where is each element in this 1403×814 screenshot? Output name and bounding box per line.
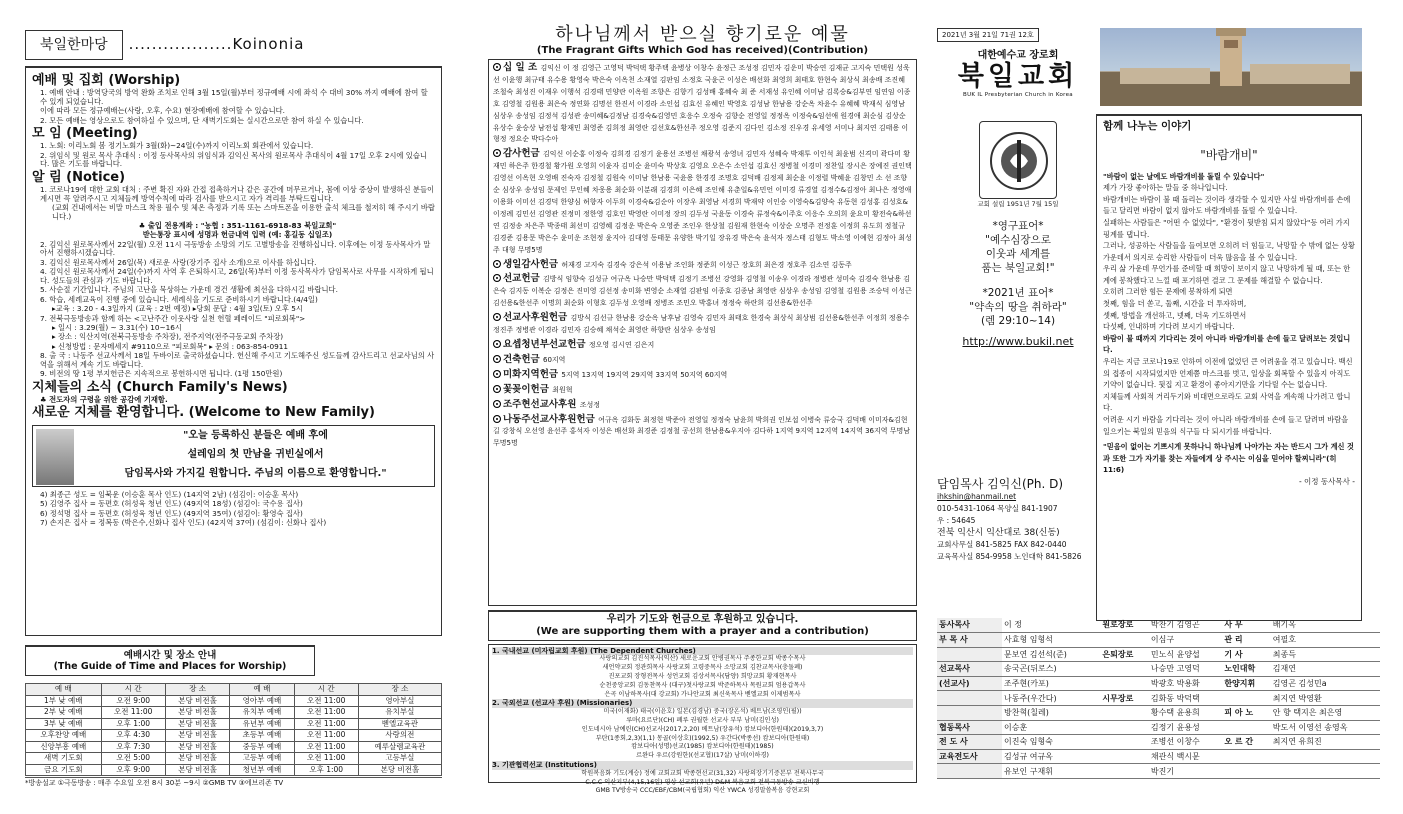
- church-logo-icon: [979, 121, 1057, 199]
- notice-item: 4. 김익신 원로목사께서 24일(수)까지 사역 후 은퇴하시고, 26일(목)부터 이정 동사목사가 담임목사로 사무를 시작하게 됩니다. 성도들의 관심과 기도 바랍니다.: [40, 267, 434, 285]
- staff-row: [937, 618, 1380, 633]
- meeting-heading: 모 임 (Meeting): [32, 126, 138, 142]
- staff-cell: [937, 764, 1002, 779]
- offering-label: 조주현선교사후원: [503, 398, 580, 410]
- staff-cell: [1100, 676, 1148, 691]
- notice-item: ▸ 신청방법 : 문자메세지 #9110으로 "피로회복" ▸ 문의 : 063-854-0911: [52, 341, 289, 351]
- story-paragraph: 셋째, 방법을 개선하고, 넷째, 더욱 기도하면서: [1103, 310, 1247, 320]
- story-paragraph: 우리는 지금 코로나19로 인하여 이전에 없었던 큰 어려움을 겪고 있습니다. 백신의 접종이 시작되었지만 언제쯤 마스크를 벗고, 일상을 회복할 수 있을지 아직도 기약이 없습니다. 뒷집 지고 환경이 좋아지기만을 기다릴 수는 없습니다.: [1103, 357, 1353, 390]
- story-title: 함께 나누는 이야기: [1103, 120, 1192, 132]
- denomination: 대한예수교 장로회: [977, 50, 1059, 62]
- pastor-name: 담임목사 김익신(Ph. D): [937, 477, 1064, 492]
- overseas-item: 부탄(1종회,2,3)(1,1) 몽골(이상호)(1992,5) 우간다(박종선) 캄보디아(한원태): [595, 734, 810, 742]
- story-paragraph: 바람개비는 바람이 불 때 돌리는 것이라 생각할 수 있지만 사실 바람개비를 손에 들고 달리면 바람이 없지 않아도 바람개비를 돌릴 수 있습니다.: [1103, 194, 1351, 216]
- staff-cell: 김영곤 김성민a: [1271, 676, 1380, 691]
- domestic-item: 새언약교회 정관희목사 사랑교회 고령중목사 소망교회 김찬교목사(충돌폐): [602, 664, 803, 672]
- broadcast-note: *방송설교 ①극동방송 : 매주 수요일 오전 8시 30분 ~9시 ②GMB TV ③에브리존 TV: [25, 777, 442, 787]
- column-header: 예 배: [230, 684, 294, 696]
- staff-cell: 조병선 이창수: [1149, 735, 1222, 750]
- overseas-item: 캄보디아(성명)선교(1985) 캄보디아(한원태)(1985): [631, 743, 774, 751]
- offering-names: 김익신 이순홍 이정숙 김희경 김정기 윤용선 조병선 채광석 송영녀 김민자 성혜숙 박재투 이인석 최윤범 신격미 곽다미 황재민 하은주 한경철 황가원 오영희 이윤자 김미순 윤미숙 박상호 김영요 오은수 소인섭 김효신 정병철 이경미 정찬일 장시은 장예진 권인택 김영선 이옥현 오영배 진숙자 김정철 김원숙 이미남 한남용 국윤용 한경경 조명호 김덕배 김정제 최순윤 이정렬 박혜윤 김창민 소 선 조향순 심상우 송성임 문제인 무인혜 차웅용 최순화 이분래 김경희 이은혜 조인해 유춘일&유민언 이미경 류경열 김정수&김정아 최나은 정영애 이용화 이미선 김경덕 한양심 허향자 이두희 이경숙&김순아 이장우 최영남 서경희 박재약 이인승 이영숙&김양숙 유동현 김성홍 김성호&이정례 김민선 김영관 진정미 정한영 김호인 박영란 이미정 장의 김두성 국윤동 이경숙 류정숙&이주호 이응수 오의희 윤요미 황전숙&하선연 김정송 차은주 박종태 최선미 김영혜 김정운 박은숙 오영준 조인우 한상철 김원재 한현숙 이상순 오명주 전정훈 이정희 유도희 정철규 김경준 김용문 박은수 윤미운 조현정 윤지아 김대영 동태문 유양한 박기일 장유경 박은숙 윤석자 정스태 김형도 박소영 이예현 김정아 최성주 대형 무명5명: [493, 150, 912, 254]
- offering-label: 건축헌금: [503, 353, 544, 365]
- column-header: 시 간: [101, 684, 165, 696]
- overseas-item: 인도네시아 남예린(CH)선교사(2017,2,20) 베트남(장유석) 캄보디아(한원태)(2019,3,7): [581, 725, 824, 733]
- notice-heading: 알 림 (Notice): [32, 169, 126, 185]
- domestic-list: [492, 655, 913, 699]
- table-cell: 영아부 예배: [230, 695, 294, 707]
- phone-number: 010-5431-1064 목양실 841-1907: [937, 504, 1058, 514]
- staff-cell: [1100, 735, 1148, 750]
- staff-cell: [937, 647, 1002, 662]
- staff-row: [937, 691, 1380, 706]
- table-cell: 오후 7:30: [101, 741, 165, 753]
- staff-cell: 최종득: [1271, 647, 1380, 662]
- story-box: [1096, 114, 1362, 621]
- table-cell: 본당 비전홀: [165, 707, 229, 719]
- table-cell: 오전 11:00: [294, 730, 358, 742]
- staff-cell: 방찬혁(칠레): [1002, 706, 1095, 721]
- church-motto: *영구표어* "예수심장으로 이웃과 세계를 품는 북일교회!": [981, 220, 1055, 275]
- table-cell: 청년부 예배: [230, 764, 294, 776]
- issue-date: 2021년 3월 21일 71권 12호: [937, 28, 1039, 42]
- support-box: [488, 644, 917, 795]
- table-cell: 유치부실: [358, 707, 441, 719]
- offering-group: [493, 62, 912, 146]
- staff-cell: [1222, 749, 1270, 764]
- staff-cell: [937, 691, 1002, 706]
- story-paragraph: 그러나, 성공하는 사람들을 들여보면 오히려 더 힘들고, 낙망할 수 밖에 없는 상황 가운데서 의지로 승리한 사람들이 더욱 많음을 볼 수 있습니다.: [1103, 241, 1355, 262]
- offerings-box: [488, 59, 917, 606]
- offering-group: [493, 259, 912, 272]
- notice-item: ♣ 출입 전용계좌 : "농협 : 351-1161-6918-83 북일교회": [138, 220, 337, 230]
- table-cell: 오후 9:00: [101, 764, 165, 776]
- pastor-photo: [36, 429, 74, 485]
- table-cell: 새벽 기도회: [26, 753, 102, 765]
- announcements-box: [25, 66, 442, 636]
- overseas-item: 미국(이재화) 태국(이윤호) 일본(김경남) 중국(장온석) 베트남(조영인(필)): [603, 708, 802, 716]
- column-header: 예 배: [26, 684, 102, 696]
- staff-cell: [1100, 749, 1148, 764]
- table-cell: 오전 5:00: [101, 753, 165, 765]
- bullet-icon: [493, 274, 501, 282]
- staff-cell: 이진숙 임형숙: [1002, 735, 1095, 750]
- table-row: [26, 753, 442, 765]
- institution-list: [492, 770, 913, 796]
- notice-item: (교회 건내에서는 비말 마스크 착용 필수 및 체온 측정과 기록 또는 스마트폰을 이용한 출석 체크를 철저히 해 주시기 바랍니다.): [52, 203, 435, 221]
- table-row: [26, 707, 442, 719]
- staff-cell: 전 도 사: [937, 735, 1002, 750]
- staff-cell: [1100, 720, 1148, 735]
- offering-title: 하나님께서 받으실 향기로운 예물: [555, 24, 850, 45]
- notice-item: 8. 출 국 : 나동주 선교사께서 18일 두바이로 출국하셨습니다. 헌신해 주시고 기도해주신 성도들께 감사드리고 선교사님의 사역을 위해서 계속 기도 바랍니다.: [40, 351, 435, 369]
- offering-label: 꽃꽂이헌금: [503, 383, 553, 395]
- welcome-box: [32, 425, 435, 487]
- notice-item: ▸교육 : 3.20 - 4.3일까지 (교육 : 2번 예정) ▸당회 문답 : 4월 3일(토) 오후 5시: [52, 304, 303, 314]
- staff-cell: 유보인 구재휘: [1002, 764, 1095, 779]
- bullet-icon: [493, 340, 501, 348]
- bullet-icon: [493, 415, 501, 423]
- staff-cell: [1222, 691, 1270, 706]
- offering-group: [493, 354, 912, 367]
- table-header: [26, 684, 442, 696]
- table-cell: 고등부 예배: [230, 753, 294, 765]
- table-cell: 2부 낮 예배: [26, 707, 102, 719]
- staff-cell: 김화동 박덕택: [1149, 691, 1222, 706]
- notice-item: ▸ 일시 : 3.29(월) ~ 3.31(수) 10~16시: [52, 322, 182, 332]
- staff-row: [937, 662, 1380, 677]
- staff-cell: (선교사): [937, 676, 1002, 691]
- bullet-icon: [493, 400, 501, 408]
- staff-cell: 여필호: [1271, 633, 1380, 648]
- table-cell: 벧엘교육관: [358, 718, 441, 730]
- table-cell: 오전 11:00: [294, 753, 358, 765]
- offering-label: 미화지역헌금: [503, 368, 562, 380]
- table-cell: 초등부 예배: [230, 730, 294, 742]
- offering-group: [493, 339, 912, 352]
- staff-row: [937, 676, 1380, 691]
- staff-cell: 안 향 택지은 최은영: [1271, 706, 1380, 721]
- table-cell: 오후 1:00: [101, 718, 165, 730]
- table-cell: 신앙부흥 예배: [26, 741, 102, 753]
- staff-cell: 나승만 고영덕: [1149, 662, 1222, 677]
- staff-cell: [1222, 764, 1270, 779]
- story-paragraph: 첫째, 힘을 더 쏟고, 둘째, 시간을 더 투자하며,: [1103, 299, 1247, 309]
- staff-cell: [1271, 749, 1380, 764]
- notice-item: ▸ 장소 : 익산지역(전북극동방송 주차장), 전주지역(전주극동교회 주차장): [52, 332, 284, 342]
- table-cell: 1부 낮 예배: [26, 695, 102, 707]
- notice-list: [32, 186, 435, 379]
- staff-cell: 은퇴장로: [1100, 647, 1148, 662]
- offering-label: 생일감사헌금: [503, 258, 562, 270]
- church-info-column: [937, 28, 1099, 563]
- offering-subtitle: (The Fragrant Gifts Which God has received)(Contribution): [536, 45, 869, 57]
- staff-cell: 협동목사: [937, 720, 1002, 735]
- institution-item: C.C.C 익산지부(4,15,16일) 영상 선교회(유년) D&M 복음교회 전북극동방송 크신비행: [585, 778, 820, 786]
- welcome-text: "오늘 등록하신 분들은 예배 후에 설레임의 첫 만남을 귀빈실에서 담임목사와 가지길 원합니다. 주님의 이름으로 환영합니다.": [124, 429, 387, 479]
- table-row: [26, 764, 442, 776]
- table-row: [26, 695, 442, 707]
- staff-cell: [937, 706, 1002, 721]
- staff-cell: [1222, 720, 1270, 735]
- story-paragraph: 실패하는 사람들은 "어떤 수 없었다", "환경이 뒷받침 되지 않았다"등 여러 가지 핑계를 댑니다.: [1103, 217, 1350, 239]
- table-cell: 오전 9:00: [101, 695, 165, 707]
- newcomer-item: 7) 손지은 집사 = 정복동 (박은수,신화나 집사 인도) (42지역 37여) (섬김이: 신화나 집사): [40, 518, 327, 528]
- domestic-item: 은곡 이남하목사(대 강교회) 가나안교회 최신욱목사 벧엘교회 이제범목사: [604, 690, 801, 698]
- worship-item: 이에 따라 모든 정규예배는(사랑, 오후, 수요) 현장예배에 참여할 수 있습니다.: [40, 106, 285, 116]
- offering-column: [488, 24, 917, 795]
- staff-cell: [1100, 764, 1148, 779]
- notice-item: 6. 학습, 세례교육이 진행 중에 있습니다. 세례식을 기도로 준비하시기 바랍니다.(4/4일): [40, 294, 318, 304]
- story-paragraph: 오히려 그러한 힘든 문제에 봉착하게 되면: [1103, 287, 1233, 297]
- staff-cell: 교육전도사: [937, 749, 1002, 764]
- staff-cell: 김성규 여규옥: [1002, 749, 1095, 764]
- times-title: 예배시간 및 장소 안내 (The Guide of Time and Places for Worship): [25, 645, 315, 676]
- zip-code: 우 : 54645: [937, 516, 976, 526]
- staff-cell: 박찬기 김영곤: [1149, 618, 1222, 633]
- staff-cell: 시무장로: [1100, 691, 1148, 706]
- notice-item: 받는통장 표시에 성명과 헌금내역 입력 (예: 홍길동 십일조): [142, 230, 333, 240]
- bullet-icon: [493, 370, 501, 378]
- offering-label: 감사헌금: [503, 148, 544, 160]
- table-cell: 오전 11:00: [101, 707, 165, 719]
- staff-cell: 사효형 임형석: [1002, 633, 1095, 648]
- staff-cell: 김정기 윤용성: [1149, 720, 1222, 735]
- meeting-item: 2. 위임식 및 원로 목사 추대식 : 이정 동사목사의 위임식과 김익신 목사의 원로목사 추대식이 4월 17일 오후 2시에 있습니다. 많은 기도를 바랍니다.: [40, 150, 427, 169]
- table-cell: 고등부실: [358, 753, 441, 765]
- table-cell: 오전 11:00: [294, 718, 358, 730]
- offering-group: [493, 312, 912, 337]
- meeting-item: 1. 노회: 이리노회 봄 정기노회가 3월(화)~24일(수)까지 이리노회 회관에서 있습니다.: [40, 141, 314, 151]
- story-paragraph: 어려운 시기 바람을 기다리는 것이 아니라 바람개비를 손에 들고 달려며 바람을 일으키는 북일의 믿음의 식구들 다 되시기를 바랍니다.: [1103, 415, 1349, 436]
- column-header: 장 소: [165, 684, 229, 696]
- staff-row: [937, 706, 1380, 721]
- staff-cell: 김재연: [1271, 662, 1380, 677]
- domestic-heading: 1. 국내선교 (미자립교회 후원) (The Dependent Churches): [492, 647, 913, 656]
- table-cell: 본당 비전홀: [165, 730, 229, 742]
- institution-item: 학원복음화 기도(계승) 정예 교회교회 박종현선교(31,32) 사랑의장기기증본부 전북사무국: [581, 769, 824, 777]
- table-cell: 오전 11:00: [294, 707, 358, 719]
- bullet-icon: [493, 313, 501, 321]
- newcomer-list: [32, 491, 435, 528]
- staff-cell: 문보연 김선석(준): [1002, 647, 1095, 662]
- table-cell: 오후찬양 예배: [26, 730, 102, 742]
- staff-row: [937, 633, 1380, 648]
- story-paragraphs-2: [1103, 356, 1355, 437]
- table-cell: 예루살렘교육관: [358, 741, 441, 753]
- offering-label: 선교사후원헌금: [503, 312, 571, 324]
- story-paragraph: 다섯째, 인내하며 기다려 보시기 바랍니다.: [1103, 322, 1235, 332]
- staff-table: [937, 618, 1380, 779]
- staff-cell: 이심구: [1149, 633, 1222, 648]
- church-english-name: BUK IL Presbyterian Church in Korea: [963, 92, 1073, 99]
- table-cell: 본당 비전홀: [358, 764, 441, 776]
- offering-label: 선교헌금: [503, 273, 544, 285]
- newcomer-item: 6) 정석명 집사 = 동편호 (허성육 청년 인도) (49지역 35여) (섬김이: 황영숙 집사): [40, 508, 303, 518]
- staff-cell: 오 르 간: [1222, 735, 1270, 750]
- staff-cell: 동사목사: [937, 618, 1002, 633]
- founded-date: 교회 설립 1951년 7월 15일: [977, 199, 1059, 208]
- domestic-item: 순천중앙교회 김동찬목사 (대구)첫사랑교회 박준하목사 목원교회 엄용갑목사: [599, 681, 806, 689]
- offering-names: 김방식 김선규 한남용 강순옥 남후남 김영숙 김민자 최태호 한경숙 최상식 최상범 김선용&한선주 이정희 정용수 정진주 정병관 이경라 김민자 김승혜 채석순 최영란 하향란 심상우 송성임: [493, 314, 910, 335]
- bullet-icon: [493, 355, 501, 363]
- table-cell: 본당 비전홀: [165, 764, 229, 776]
- staff-cell: 관 리: [1222, 633, 1270, 648]
- support-title: 우리가 기도와 헌금으로 후원하고 있습니다. (We are supporting them with a prayer and a contribution): [488, 610, 917, 641]
- table-cell: 오후 1:00: [294, 764, 358, 776]
- overseas-list: [492, 708, 913, 761]
- table-cell: 오후 4:30: [101, 730, 165, 742]
- offering-label: 요셉청년부선교헌금: [503, 338, 589, 350]
- staff-cell: 박도서 이영선 송영옥: [1271, 720, 1380, 735]
- section-title: 북일한마당: [25, 30, 123, 60]
- overseas-item: 루마(요르단)(CH) 폐루 권월한 선교사 부부 남미(김인성): [626, 717, 779, 724]
- staff-cell: 황수택 윤용희: [1149, 706, 1222, 721]
- notice-item: 9. 비전의 땅 1평 부지헌금은 지속적으로 봉헌하시면 됩니다. (1평 150만원): [40, 369, 283, 379]
- staff-cell: [1100, 662, 1148, 677]
- office-phone: 교회사무실 841-5825 FAX 842-0440: [937, 540, 1067, 550]
- staff-row: [937, 735, 1380, 750]
- table-cell: 3부 낮 예배: [26, 718, 102, 730]
- domestic-item: 사랑의교회 김진석목사(익산) 새로운교회 안병권목사 주종한교회 박종수목사: [599, 655, 806, 663]
- staff-cell: 원로장로: [1100, 618, 1148, 633]
- family-heading: 지체들의 소식 (Church Family's News): [32, 379, 288, 395]
- address: 전북 익산시 익산대로 38(신동): [937, 528, 1060, 539]
- offering-group: [493, 369, 912, 382]
- story-subtitle: "바람개비": [1200, 148, 1258, 163]
- newcomer-item: 4) 최종근 성도 = 임북운 (이승훈 목사 인도) (14지역 2남) (섬김이: 이승훈 목사): [40, 489, 299, 499]
- staff-cell: [1271, 764, 1380, 779]
- story-signature: - 이정 동사목사 -: [1298, 476, 1355, 486]
- table-row: [26, 741, 442, 753]
- worship-heading: 예배 및 집회 (Worship): [32, 73, 181, 88]
- staff-cell: 채관식 백시문: [1149, 749, 1222, 764]
- education-phone: 교육목사실 854-9958 노인대학 841-5826: [937, 552, 1082, 562]
- table-cell: 본당 비전홀: [165, 695, 229, 707]
- email-link[interactable]: ihkshin@hanmail.net: [937, 492, 1017, 502]
- staff-cell: 이승훈: [1002, 720, 1095, 735]
- staff-cell: 송국곤(뒤로스): [1002, 662, 1095, 677]
- staff-cell: 최지연 유희진: [1271, 735, 1380, 750]
- staff-cell: 나동주(우간다): [1002, 691, 1095, 706]
- staff-cell: 선교목사: [937, 662, 1002, 677]
- bullet-icon: [493, 385, 501, 393]
- notice-item: 1. 코로나19에 대한 교회 대처 : 주변 확진 자와 간접 접촉하거나 같은 공간에 머무르거나, 몸에 이상 증상이 발생하신 분들이 계시면 꼭 알려주시고 지체들께 방역수칙에 따라 검사를 받으시고 자가 격리를 부탁드립니다.: [40, 185, 435, 203]
- offering-group: [493, 148, 912, 256]
- worship-list: [32, 89, 435, 125]
- staff-cell: 피 아 노: [1222, 706, 1270, 721]
- staff-cell: 박진기: [1149, 764, 1222, 779]
- staff-cell: 기 사: [1222, 647, 1270, 662]
- staff-row: [937, 720, 1380, 735]
- year-motto: *2021년 표어* "약속의 땅을 취하라" (렘 29:10~14): [969, 287, 1067, 328]
- section-header: [25, 28, 442, 62]
- staff-cell: 부 목 사: [937, 633, 1002, 648]
- table-cell: 본당 비전홀: [165, 741, 229, 753]
- institution-heading: 3. 기관협력선교 (Institutions): [492, 761, 913, 770]
- offering-names: 정오영 김시연 김은지: [588, 340, 655, 349]
- left-column: [25, 28, 442, 788]
- offering-group: [493, 384, 912, 397]
- staff-cell: 노인대학: [1222, 662, 1270, 677]
- offering-names: 최원혁: [552, 385, 573, 394]
- story-paragraph: 제가 가장 좋아하는 말들 중 하나입니다.: [1103, 183, 1228, 193]
- column-header: 장 소: [358, 684, 441, 696]
- table-cell: 사랑의전: [358, 730, 441, 742]
- table-cell: 오전 11:00: [294, 695, 358, 707]
- table-row: [26, 730, 442, 742]
- table-cell: 중등부 예배: [230, 741, 294, 753]
- koinonia-title: ..................Koinonia: [128, 35, 305, 54]
- staff-cell: 조주현(카포): [1002, 676, 1095, 691]
- staff-cell: [1100, 633, 1148, 648]
- story-emphasis: 바람이 불 때까지 기다리는 것이 아니라 바람개비를 손에 들고 달려보는 것입니다.: [1103, 333, 1351, 355]
- institution-item: GMB TV방송국 CCC/EBF/CBM(국립협회) 익산 YWCA 성경말씀복음 강현교회: [595, 787, 810, 795]
- offering-names: 김방식 임향숙 김성규 여규옥 나승만 박덕택 김정기 조병선 강영화 김영철 이송우 이경라 정병관 성미숙 김경숙 한남용 김은숙 김지동 이복순 김정은 진미영 김선정 송미화 변영순 소재열 김판임 이종호 김종남 최영란 심상우 송성임 김영철 김원용 조승덕 이성근 김선용&한선주 이명희 최순화 이형호 김두성 오영배 정병조 조민오 박홍녀 정정숙 하란희 김선용&한선주: [493, 275, 912, 308]
- notice-item: 7. 전북극동방송과 함께 하는 <고난주간 이웃사랑 실천 헌혈 페레이드 "피로회복">: [40, 313, 306, 323]
- offering-label: 십 일 조: [503, 62, 541, 74]
- offering-label: 나동주선교사후원헌금: [503, 413, 599, 425]
- table-cell: 본당 비전홀: [165, 753, 229, 765]
- column-header: 시 간: [294, 684, 358, 696]
- worship-times-table: [25, 683, 442, 776]
- staff-row: [937, 749, 1380, 764]
- story-column: [1098, 28, 1380, 621]
- staff-cell: 배기옥: [1271, 618, 1380, 633]
- offering-names: 5지역 13지역 19지역 29지역 33지역 50지역 60지역: [561, 370, 728, 379]
- overseas-heading: 2. 국외선교 (선교사 후원) (Missionaries): [492, 699, 913, 708]
- notice-item: 3. 김익신 원로목사께서 26일(목) 새로운 사랑(장기주 집사 소개)으로 이사를 하십니다.: [40, 257, 317, 267]
- offering-group: [493, 273, 912, 310]
- staff-cell: 박광호 박용화: [1149, 676, 1222, 691]
- welcome-heading: 새로운 지체를 환영합니다. (Welcome to New Family): [32, 405, 375, 421]
- offering-names: 조성정: [579, 400, 601, 409]
- family-item: ♣ 전도자의 구령을 위한 공감에 기재함.: [40, 395, 168, 404]
- bullet-icon: [493, 260, 501, 268]
- table-cell: 유치부 예배: [230, 707, 294, 719]
- overseas-item: 르완다 우르(강원한)(선교협)(17살) 남미(이하경): [636, 752, 769, 760]
- domestic-item: 진포교회 장형전목사 성언교회 김상서목사(담양) 희망교회 황재현목사: [608, 673, 797, 681]
- story-verse: "믿음이 없이는 기쁘시게 못하나니 하나님께 나아가는 자는 반드시 그가 계신 것과 또한 그가 자기를 찾는 자들에게 상 주시는 이심을 믿어야 할찌니라"(히 11:6): [1103, 442, 1354, 475]
- table-cell: 오전 11:00: [294, 741, 358, 753]
- offering-names: 60지역: [543, 355, 566, 364]
- table-cell: 본당 비전홀: [165, 718, 229, 730]
- offering-group: [493, 414, 912, 451]
- staff-cell: 한양지휘: [1222, 676, 1270, 691]
- staff-cell: 이 정: [1002, 618, 1095, 633]
- bullet-icon: [493, 149, 501, 157]
- meeting-list: [32, 142, 435, 168]
- story-paragraphs: [1103, 182, 1355, 333]
- staff-row: [937, 647, 1380, 662]
- table-cell: 영아부실: [358, 695, 441, 707]
- offering-names: 여규옥 김화동 최정현 박준아 전영일 정정숙 남윤희 박희권 인보섭 이병숙 류승국 김덕배 이미자&김현길 강창식 오선영 윤선주 홍석자 이성은 배선화 최경준 김정철 공선희 한남용&우지아 김다하 1지역 9지역 12지역 14지역 36지역 무명남 무명5명: [493, 415, 911, 448]
- table-cell: 금요 기도회: [26, 764, 102, 776]
- bullet-icon: [493, 63, 501, 71]
- staff-cell: 최지연 박영환: [1271, 691, 1380, 706]
- offering-names: 허재경 고지숙 김경숙 강은석 이용남 조인화 정준희 이성근 장호희 최은경 정호주 김소연 김동주: [561, 260, 852, 269]
- staff-row: [937, 764, 1380, 779]
- staff-cell: 민노식 윤양섭: [1149, 647, 1222, 662]
- offering-group: [493, 399, 912, 412]
- offering-names: 김익신 이 정 김영근 고영덕 박덕택 황주택 윤병상 이창수 윤정근 조성정 김민자 김운미 박승연 김재균 고지숙 민택원 성욱선 이윤행 최규태 유수용 황영숙 박은숙 이옥천 소재열 김판임 소정호 국윤곤 이성은 배선화 최영희 최태호 한현숙 최상식 최송배 조진혜 조철숙 최성진 이재우 이행석 김경태 민양란 이옥원 조향은 김향기 김성배 홍혜숙 최 준 서재성 유인혜 이미남 김록승&김부연 임연임 이종호 김영철 김원용 최은숙 정연화 김명선 한진서 이경라 소인섭 김효신 유혜인 박영호 김성남 한남용 강순옥 차윤수 유혜혜 박재식 심영남 심상우 송성임 김정석 김성관 송미혜&김정남 김경숙&김영민 호응수 오정숙 김향순 전영일 정정옥 이정숙&임선애 원경애 최순심 김상순 유상수 윤승상 남전섭 황재민 최영준 김희정 최영란 김선호&한선주 정오영 김준지 김다인 김소정 진우경 유세영 서미나 최지연 김태용 이형정 정요순 박다수아: [493, 64, 911, 144]
- staff-cell: [1100, 706, 1148, 721]
- story-paragraph: 지체들께 사회적 거리두기와 비대면으로라도 교회 사역을 계속해 나가려고 합니다.: [1103, 391, 1351, 413]
- newcomer-item: 5) 김영주 집사 = 동편호 (허성육 청년 인도) (49지역 18성) (섬김이: 국수용 집사): [40, 499, 303, 509]
- table-cell: 유년부 예배: [230, 718, 294, 730]
- notice-item: 5. 사순절 기간입니다. 주님의 고난을 묵상하는 가운데 경건 생활에 최선을 다하시길 바랍니다.: [40, 285, 338, 295]
- story-paragraph: 우리 삶 가운데 무언가를 준비할 때 희망이 보이지 않고 낙망하게 될 때, 또는 한계에 봉착했다고 느낄 때 포기하면 결코 그 문제를 해결할 수 없습니다.: [1103, 264, 1351, 285]
- worship-item: 2. 모든 예배는 영상으로도 참여하실 수 있으며, 단 새벽기도회는 실시간으로만 참여 하실 수 있습니다.: [40, 115, 364, 125]
- table-row: [26, 718, 442, 730]
- church-name: 북일교회: [957, 61, 1079, 93]
- website-link[interactable]: http://www.bukil.net: [962, 335, 1074, 349]
- worship-item: 1. 예배 안내 : 방역당국의 방역 완화 조치로 인해 3월 15일(월)부터 정규예배 시에 좌석 수 대비 30% 까지 예배에 참여 할 수 있게 되었습니다.: [40, 88, 428, 106]
- story-lead: "바람이 없는 날에도 바람개비를 돌릴 수 있습니다": [1103, 171, 1265, 181]
- notice-item: 2. 김익신 원로목사께서 22일(월) 오전 11시 극동방송 소망의 기도 고별방송을 진행하십니다. 이후에는 이정 동사목사가 말아서 진행하시겠습니다.: [40, 239, 431, 258]
- staff-cell: 사 무: [1222, 618, 1270, 633]
- church-building-photo: [1100, 28, 1362, 106]
